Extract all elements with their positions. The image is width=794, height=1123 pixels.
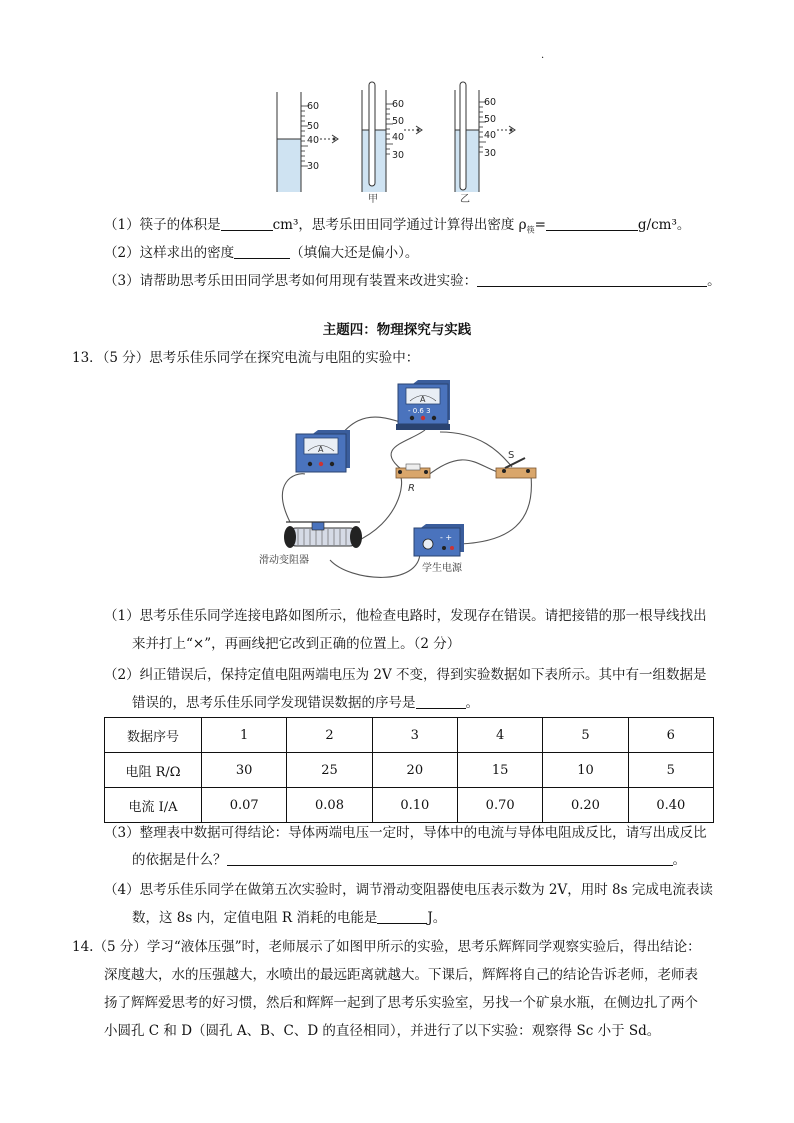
table-cell: 15 <box>457 753 542 788</box>
label-yi: 乙 <box>460 194 470 205</box>
meter-range: - 0.6 3 <box>408 407 431 415</box>
switch-label: S <box>508 450 515 461</box>
tick-label: 60 <box>307 101 320 112</box>
power-supply <box>414 524 464 574</box>
answer-blank[interactable] <box>377 909 427 924</box>
switch <box>496 450 536 478</box>
power-terminals: - + <box>440 533 453 542</box>
tick-label: 30 <box>484 148 497 159</box>
q14-line4: 小圆孔 C 和 D（圆孔 A、B、C、D 的直径相同），并进行了以下实验：观察得 Sc 小于 Sd。 <box>104 1023 661 1039</box>
answer-blank[interactable] <box>227 851 673 866</box>
tick-label: 30 <box>392 150 405 161</box>
answer-blank[interactable] <box>234 244 290 259</box>
table-cell: 0.07 <box>202 788 287 823</box>
table-row <box>105 718 714 753</box>
tick-label: 40 <box>484 130 497 141</box>
cylinder-yi <box>455 82 515 205</box>
resistor-label: R <box>408 483 415 494</box>
q13-part2-line1: （2）纠正错误后，保持定值电阻两端电压为 2V 不变，得到实验数据如下表所示。其中有一组数据是 <box>104 667 707 683</box>
table-row <box>105 753 714 788</box>
answer-blank[interactable] <box>477 272 707 287</box>
circuit-figure <box>250 372 550 590</box>
tick-label: 30 <box>307 161 320 172</box>
rheostat-label: 滑动变阻器 <box>259 555 309 566</box>
section-title: 主题四：物理探究与实践 <box>322 322 472 338</box>
table-cell: 20 <box>372 753 457 788</box>
q13-part4-line2: 数，这 8s 内，定值电阻 R 消耗的电能是 J。 <box>132 910 447 926</box>
q14-line1: 14.（5 分）学习“液体压强”时，老师展示了如图甲所示的实验，思考乐辉辉同学观察实验后，得出结论： <box>72 939 701 955</box>
q12-part2: （2）这样求出的密度 （填偏大还是偏小）。 <box>104 245 419 261</box>
q12-part3: （3）请帮助思考乐田田同学思考如何用现有装置来改进实验： 。 <box>104 273 721 289</box>
table-cell: 0.10 <box>372 788 457 823</box>
q13-stem: 13．（5 分）思考乐佳乐同学在探究电流与电阻的实验中： <box>72 350 420 366</box>
table-cell: 1 <box>202 718 287 753</box>
answer-blank[interactable] <box>416 694 466 709</box>
table-cell: 0.08 <box>287 788 372 823</box>
tick-label: 50 <box>392 116 405 127</box>
q13-part1-line2: 来并打上“×”，再画线把它改到正确的位置上。（2 分） <box>132 636 461 652</box>
q13-part2-line2: 错误的，思考乐佳乐同学发现错误数据的序号是 。 <box>132 695 479 711</box>
tick-label: 40 <box>307 135 320 146</box>
table-cell: 5 <box>543 718 628 753</box>
answer-blank[interactable] <box>221 216 273 231</box>
row-header: 电流 I/A <box>105 788 202 823</box>
tick-label: 40 <box>392 132 405 143</box>
table-cell: 5 <box>628 753 713 788</box>
data-table <box>104 717 714 823</box>
row-header: 电阻 R/Ω <box>105 753 202 788</box>
tick-label: 60 <box>484 97 497 108</box>
q14-line2: 深度越大，水的压强越大，水喷出的最远距离就越大。下课后，辉辉将自己的结论告诉老师，老师表 <box>104 967 698 983</box>
q13-part4-line1: （4）思考乐佳乐同学在做第五次实验时，调节滑动变阻器使电压表示数为 2V，用时 8s 完成电流表读 <box>104 882 713 898</box>
table-cell: 4 <box>457 718 542 753</box>
table-cell: 0.20 <box>543 788 628 823</box>
tick-label: 50 <box>307 121 320 132</box>
ammeter-symbol: A <box>318 445 324 454</box>
q13-part1-line1: （1）思考乐佳乐同学连接电路如图所示，他检查电路时，发现存在错误。请把接错的那一根导线找出 <box>104 608 707 624</box>
q12-part1: （1）筷子的体积是 cm³，思考乐田田同学通过计算得出密度 $\rho_筷= g/cm^3$。 <box>104 217 691 235</box>
graduated-cylinders-figure <box>270 80 530 208</box>
rheostat <box>259 522 362 566</box>
label-jia: 甲 <box>368 194 378 205</box>
table-cell: 10 <box>543 753 628 788</box>
cylinder-1 <box>277 92 338 192</box>
q13-part3-line1: （3）整理表中数据可得结论：导体两端电压一定时，导体中的电流与导体电阻成反比，请写出成反比 <box>104 825 707 841</box>
power-label: 学生电源 <box>422 563 462 574</box>
table-cell: 25 <box>287 753 372 788</box>
ammeter-top <box>396 380 450 430</box>
cylinder-jia <box>362 82 422 205</box>
table-cell: 3 <box>372 718 457 753</box>
q14-line3: 扬了辉辉爱思考的好习惯，然后和辉辉一起到了思考乐实验室，另找一个矿泉水瓶，在侧边扎了两个 <box>104 995 698 1011</box>
row-header: 数据序号 <box>105 718 202 753</box>
table-cell: 6 <box>628 718 713 753</box>
q13-part3-line2: 的依据是什么？ 。 <box>132 852 686 868</box>
table-cell: 0.70 <box>457 788 542 823</box>
table-cell: 2 <box>287 718 372 753</box>
table-row <box>105 788 714 823</box>
page-mark: . <box>541 50 545 61</box>
ammeter-symbol: A <box>420 395 426 404</box>
table-cell: 0.40 <box>628 788 713 823</box>
tick-label: 50 <box>484 114 497 125</box>
tick-label: 60 <box>392 99 405 110</box>
table-cell: 30 <box>202 753 287 788</box>
ammeter-left <box>296 430 350 472</box>
answer-blank[interactable] <box>546 216 638 231</box>
